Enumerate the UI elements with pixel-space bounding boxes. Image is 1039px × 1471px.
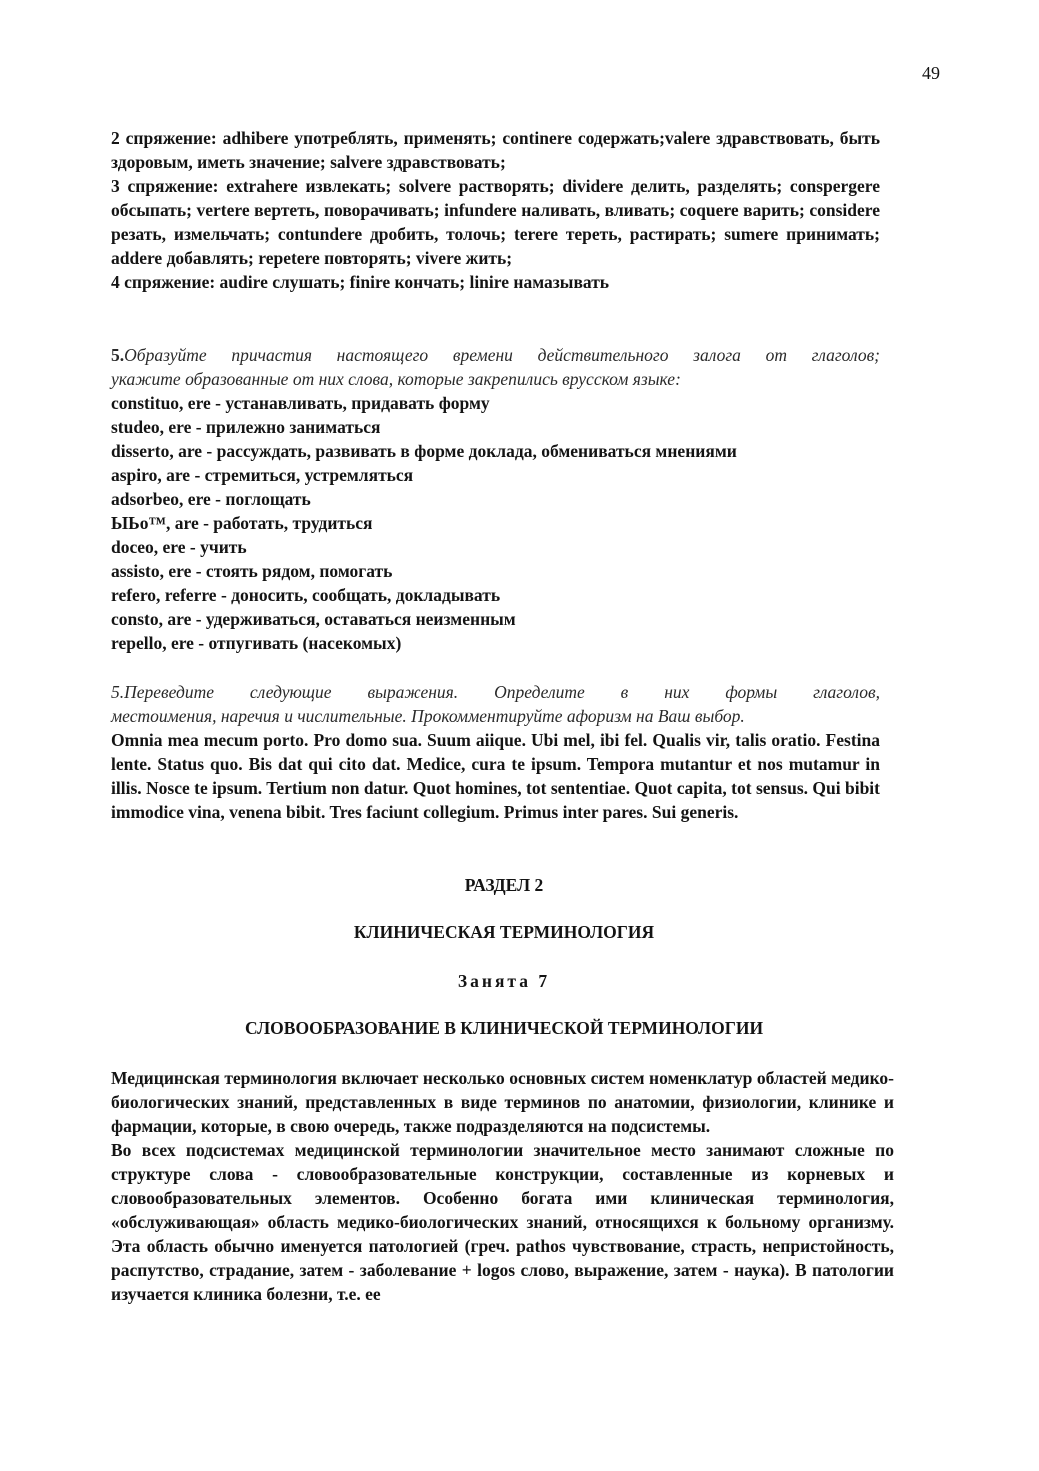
conjugation-4: 4 спряжение: audire слушать; finire кончать; linire намазывать <box>111 272 610 292</box>
verb-item: repello, ere - отпугивать (насекомых) <box>111 633 402 653</box>
verb-item: studeo, ere - прилежно заниматься <box>111 417 381 437</box>
verb-item: consto, are - удерживаться, оставаться неизменным <box>111 609 516 629</box>
verb-item: assisto, ere - стоять рядом, помогать <box>111 561 393 581</box>
conjugation-list <box>111 126 880 294</box>
lesson-heading: Занята 7 <box>457 971 551 991</box>
task-5b-line-1: 5.Переведите следующие выражения. Определите в них формы глаголов, <box>111 682 880 702</box>
task-5b-line-2: местоимения, наречия и числительные. Прокомментируйте афоризм на Ваш выбор. <box>111 706 745 726</box>
verb-item: refero, referre - доносить, сообщать, докладывать <box>111 585 501 605</box>
verb-item: constituo, ere - устанавливать, придавать форму <box>111 393 490 413</box>
body-text <box>111 1066 894 1306</box>
verb-item: doceo, ere - учить <box>111 537 247 557</box>
task-5b-instruction <box>111 680 880 728</box>
task-5-instruction <box>111 343 880 391</box>
body-paragraph-1: Медицинская терминология включает несколько основных систем номенклатур областей медико-биологических знаний, представленных в виде терминов по анатомии, физиологии, клинике и фармации, которые, в свою очередь, также подразделяются на подсистемы. <box>111 1068 894 1136</box>
task-5-line-2: укажите образованные от них слова, которые закрепились врусском языке: <box>111 369 681 389</box>
latin-phrases: Omnia mea mecum porto. Pro domo sua. Suum aiique. Ubi mel, ibi fel. Qualis vir, talis oratio. Festina lente. Status quo. Bis dat qui cito dat. Medice, cura te ipsum. Tempora mutantur et nos mutamur in illis. Nosce te ipsum. Tertium non datur. Quot homines, tot sententiae. Quot capita, tot sensus. Qui bibit immodice vina, venena bibit. Tres faciunt collegium. Primus inter pares. Sui generis. <box>111 730 880 822</box>
verb-item: ЫЬо™, are - работать, трудиться <box>111 513 373 533</box>
body-paragraph-2: Во всех подсистемах медицинской терминологии значительное место занимают сложные по структуре слова - словообразовательные конструкции, составленные из корневых и словообразовательных элементов. Особенно богата ими клиническая терминология, «обслуживающая» область медико-биологических знаний, относящихся к больному организму. Эта область обычно именуется патологией (греч. pathos чувствование, страсть, непристойность, распутство, страдание, затем - заболевание + logos слово, выражение, затем - наука). В патологии изучается клиника болезни, т.е. ее <box>111 1140 894 1304</box>
page-number: 49 <box>922 63 940 83</box>
task-5-number: 5. <box>111 345 125 365</box>
verb-list <box>111 391 880 655</box>
conjugation-3: 3 спряжение: extrahere извлекать; solvere растворять; dividere делить, разделять; conspergere обсыпать; vertere вертеть, поворачивать; infundere наливать, вливать; coquere варить; considere резать, измельчать; contundere дробить, толочь; terere тереть, растирать; sumere принимать; addere добавлять; repetere повторять; vivere жить; <box>111 176 880 268</box>
conjugation-2: 2 спряжение: adhibere употреблять, применять; continere содержать;valere здравствовать, быть здоровым, иметь значение; salvere здравствовать; <box>111 128 880 172</box>
task-5-line-1: Образуйте причастия настоящего времени действительного залога от глаголов; <box>124 345 880 365</box>
section-heading: РАЗДЕЛ 2 <box>464 875 544 895</box>
section-title: КЛИНИЧЕСКАЯ ТЕРМИНОЛОГИЯ <box>353 922 655 942</box>
verb-item: disserto, are - рассуждать, развивать в форме доклада, обмениваться мнениями <box>111 441 737 461</box>
lesson-title: СЛОВООБРАЗОВАНИЕ В КЛИНИЧЕСКОЙ ТЕРМИНОЛОГИИ <box>244 1018 764 1038</box>
verb-item: aspiro, are - стремиться, устремляться <box>111 465 414 485</box>
verb-item: adsorbeo, ere - поглощать <box>111 489 311 509</box>
